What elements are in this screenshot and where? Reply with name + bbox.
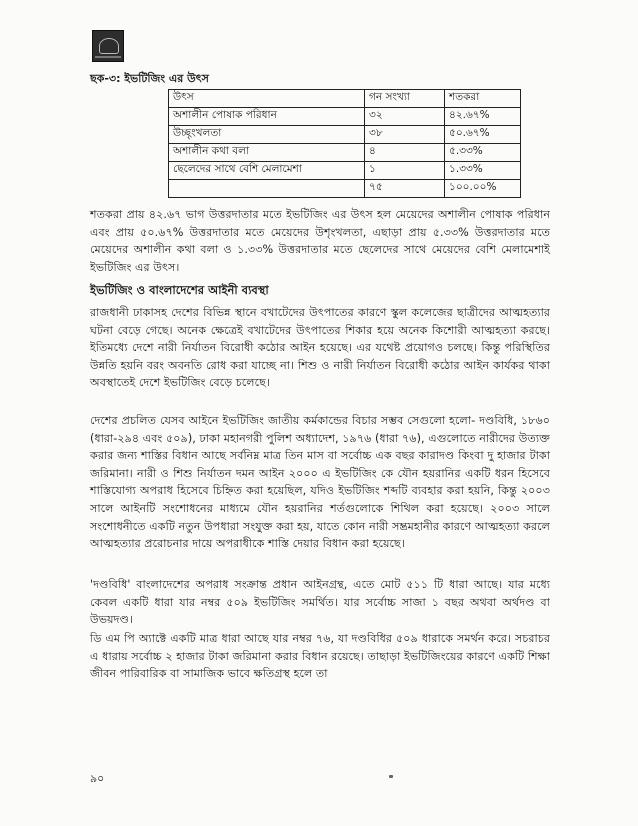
table-cell: ৩৮ [365,126,445,144]
table-cell: উচ্ছৃংখলতা [169,126,365,144]
table-total-row [169,180,521,198]
table-cell: ৭৫ [365,180,445,198]
table-cell: ৫০.৬৭% [445,126,521,144]
scan-speck [389,775,393,778]
table-row [169,162,521,180]
logo-mark [99,38,119,54]
header-source: উৎস [169,90,365,108]
logo-strip [95,56,121,58]
source-table [168,89,521,198]
table-cell: ১.৩৩% [445,162,521,180]
table-cell: ১ [365,162,445,180]
paragraph-table-summary: শতকরা প্রায় ৪২.৬৭ ভাগ উত্তরদাতার মতে ইভটিজিং এর উৎস হল মেয়েদের অশালীন পোষাক পরিধান এবং প্রায় ৫০.৬৭% উত্তরদাতার মতে মেয়েদের উশৃংখলতা, এছাড়া প্রায় ৫.৩৩% উত্তরদাতার মতে মেয়েদের অশালীন কথা বলা ও ১.৩৩% উত্তরদাতার মতে ছেলেদের সাথে মেয়েদের বেশি মেলামেশাই ইভটিজিং এর উৎস। [90,208,550,274]
table-caption: ছক-৩: ইভটিজিং এর উৎস [90,72,209,85]
table-cell: ছেলেদের সাথে বেশি মেলামেশা [169,162,365,180]
table-row [169,126,521,144]
table-cell: ৪২.৬৭% [445,108,521,126]
paragraph-dmp-act: ডি এম পি অ্যাক্টে একটি মাত্র ধারা আছে যার নম্বর ৭৬, যা দণ্ডবিধির ৫০৯ ধারাকে সমর্থন করে। সচরাচর এ ধারায় সর্বোচ্চ ২ হাজার টাকা জরিমানা করার বিধান রয়েছে। তাছাড়া ইভটিজিংয়ের কারণে একটি শিক্ষা জীবন পারিবারিক বা সামাজিক ভাবে ক্ষতিগ্রস্থ হলে তা [90,632,550,681]
header-count: গন সংখ্যা [365,90,445,108]
logo [92,30,124,62]
paragraph-laws: দেশের প্রচলিত যেসব আইনে ইভটিজিং জাতীয় কর্মকান্ডের বিচার সম্ভব সেগুলো হলো- দণ্ডবিধি, ১৮৬০ (ধারা-২৯৪ এবং ৫০৯), ঢাকা মহানগরী পুলিশ অধ্যাদেশ, ১৯৭৬ (ধারা ৭৬), এগুলোতে নারীদের উত্যক্ত করার জন্য শাস্তির বিধান আছে সর্বনিম্ন মাত্র তিন মাস বা সর্বোচ্চ এক বছর কারাদণ্ড কিংবা দু হাজার টাকা জরিমানা। নারী ও শিশু নির্যাতন দমন আইন ২০০০ এ ইভটিজিং কে যৌন হয়রানির একটি ধরন হিসেবে শাস্তিযোগ্য অপরাধ হিসেবে চিহ্নিত করা হয়েছিল, যদিও ইভটিজিং শব্দটি ব্যবহার করা হয়নি, কিন্তু ২০০৩ সালে আইনটি সংশোধনের মাধ্যমে যৌন হয়রানির শর্তগুলোকে শিথিল করা হয়েছে। ২০০৩ সালে সংশোধনীতে একটি নতুন উপধারা সংযুক্ত করা হয়, যাতে কোন নারী সম্ভ্রমহানীর কারণে আত্মহত্যা করলে আত্মহত্যার প্ররোচনার দায়ে অপরাধীকে শাস্তি দেয়ার বিধান করা হয়েছে। [90,414,550,551]
table-cell: ১০০.০০% [445,180,521,198]
table-row [169,108,521,126]
table-cell: ৫.৩৩% [445,144,521,162]
table-cell: অশালীন কথা বলা [169,144,365,162]
table-header-row [169,90,521,108]
table-cell: অশালীন পোষাক পরিধান [169,108,365,126]
table-cell [169,180,365,198]
table-row [169,144,521,162]
table-cell: ৪ [365,144,445,162]
header-percent: শতকরা [445,90,521,108]
page-number: ৯০ [90,772,105,785]
paragraph-intro: রাজধানী ঢাকাসহ দেশের বিভিন্ন স্থানে বখাটেদের উৎপাতের কারণে স্কুল কলেজের ছাত্রীদের আত্মহত্যার ঘটনা বেড়ে গেছে। অনেক ক্ষেত্রেই বখাটেদের উৎপাতের শিকার হয়ে অনেক কিশোরী আত্মহত্যা করছে। ইতিমধ্যে দেশে নারী নির্যাতন বিরোধী কঠোর আইন হয়েছে। এর যথেষ্ট প্রয়োগও চলছে। কিন্তু পরিস্থিতির উন্নতি হয়নি বরং অবনতি রোধ করা যাচ্ছে না। শিশু ও নারী নির্যাতন বিরোধী কঠোর আইন কার্যকর থাকা অবস্থাতেই দেশে ইভটিজিং বেড়ে চলেছে। [90,306,550,390]
paragraph-penal-code: 'দণ্ডবিধি' বাংলাদেশের অপরাধ সংক্রান্ত প্রধান আইনগ্রন্থ, এতে মোট ৫১১ টি ধারা আছে। যার মধ্যে কেবল একটি ধারা যার নম্বর ৫০৯ ইভটিজিং সমর্থিত। যার সর্বোচ্চ সাজা ১ বছর অথবা অর্থদণ্ড বা উভয়দণ্ড। [90,578,550,627]
section-heading: ইভটিজিং ও বাংলাদেশের আইনী ব্যবস্থা [90,283,269,297]
table-cell: ৩২ [365,108,445,126]
